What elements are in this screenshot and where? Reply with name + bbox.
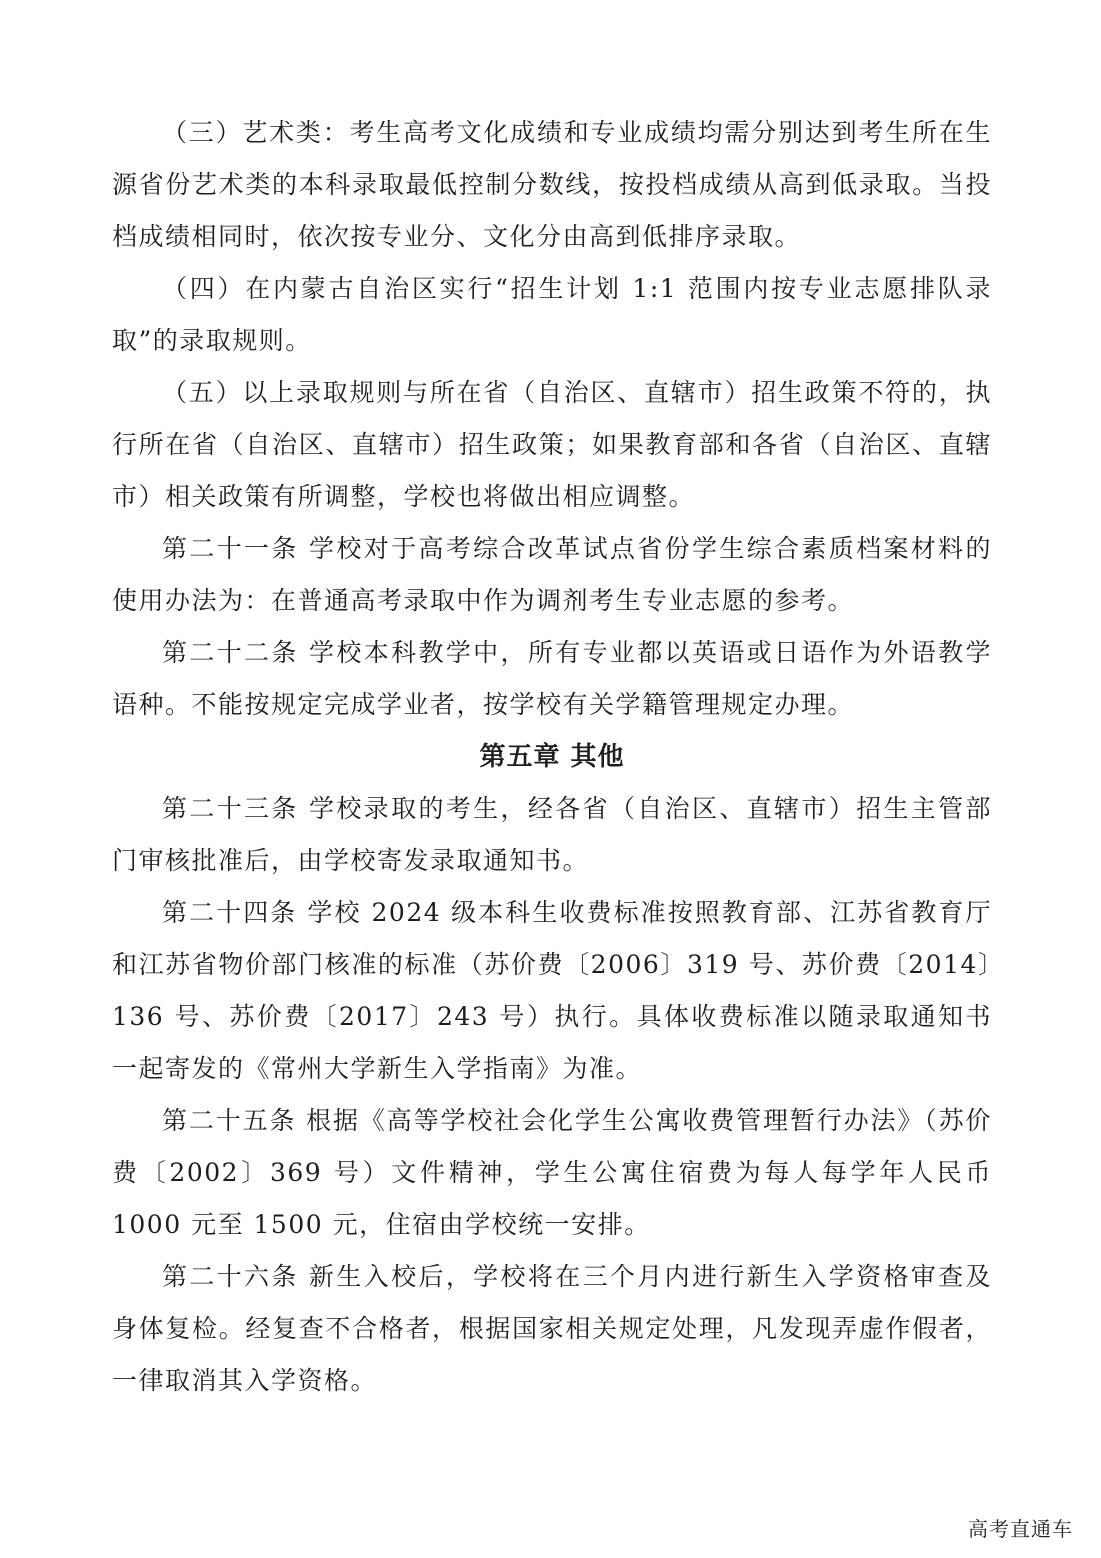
paragraph-article-22: 第二十二条 学校本科教学中，所有专业都以英语或日语作为外语教学语种。不能按规定完成学业者，按学校有关学籍管理规定办理。 bbox=[112, 638, 992, 719]
paragraph-art-admission: （三）艺术类：考生高考文化成绩和专业成绩均需分别达到考生所在生源省份艺术类的本科录取最低控制分数线，按投档成绩从高到低录取。当投档成绩相同时，依次按专业分、文化分由高到低排序录取。 bbox=[112, 118, 992, 251]
watermark-text: 高考直通车 bbox=[968, 1517, 1073, 1541]
chapter-title: 第五章 其他 bbox=[479, 742, 625, 772]
paragraph-article-24: 第二十四条 学校 2024 级本科生收费标准按照教育部、江苏省教育厅和江苏省物价部门核准的标准（苏价费〔2006〕319 号、苏价费〔2014〕136 号、苏价费〔2017〕243 号）执行。具体收费标准以随录取通知书一起寄发的《常州大学新生入学指南》为准。 bbox=[112, 898, 992, 1083]
paragraph-article-25: 第二十五条 根据《高等学校社会化学生公寓收费管理暂行办法》（苏价费〔2002〕369 号）文件精神，学生公寓住宿费为每人每学年人民币 1000 元至 1500 元，住宿由学校统一安排。 bbox=[112, 1106, 992, 1239]
paragraph-inner-mongolia-rule: （四）在内蒙古自治区实行“招生计划 1:1 范围内按专业志愿排队录取”的录取规则。 bbox=[112, 274, 992, 355]
paragraph-article-21: 第二十一条 学校对于高考综合改革试点省份学生综合素质档案材料的使用办法为：在普通高考录取中作为调剂考生专业志愿的参考。 bbox=[112, 534, 992, 615]
document-page bbox=[112, 107, 992, 1407]
paragraph-policy-conflict: （五）以上录取规则与所在省（自治区、直辖市）招生政策不符的，执行所在省（自治区、直辖市）招生政策；如果教育部和各省（自治区、直辖市）相关政策有所调整，学校也将做出相应调整。 bbox=[112, 378, 992, 511]
paragraph-article-26: 第二十六条 新生入校后，学校将在三个月内进行新生入学资格审查及身体复检。经复查不合格者，根据国家相关规定处理，凡发现弄虚作假者，一律取消其入学资格。 bbox=[112, 1262, 992, 1395]
paragraph-article-23: 第二十三条 学校录取的考生，经各省（自治区、直辖市）招生主管部门审核批准后，由学校寄发录取通知书。 bbox=[112, 794, 992, 875]
